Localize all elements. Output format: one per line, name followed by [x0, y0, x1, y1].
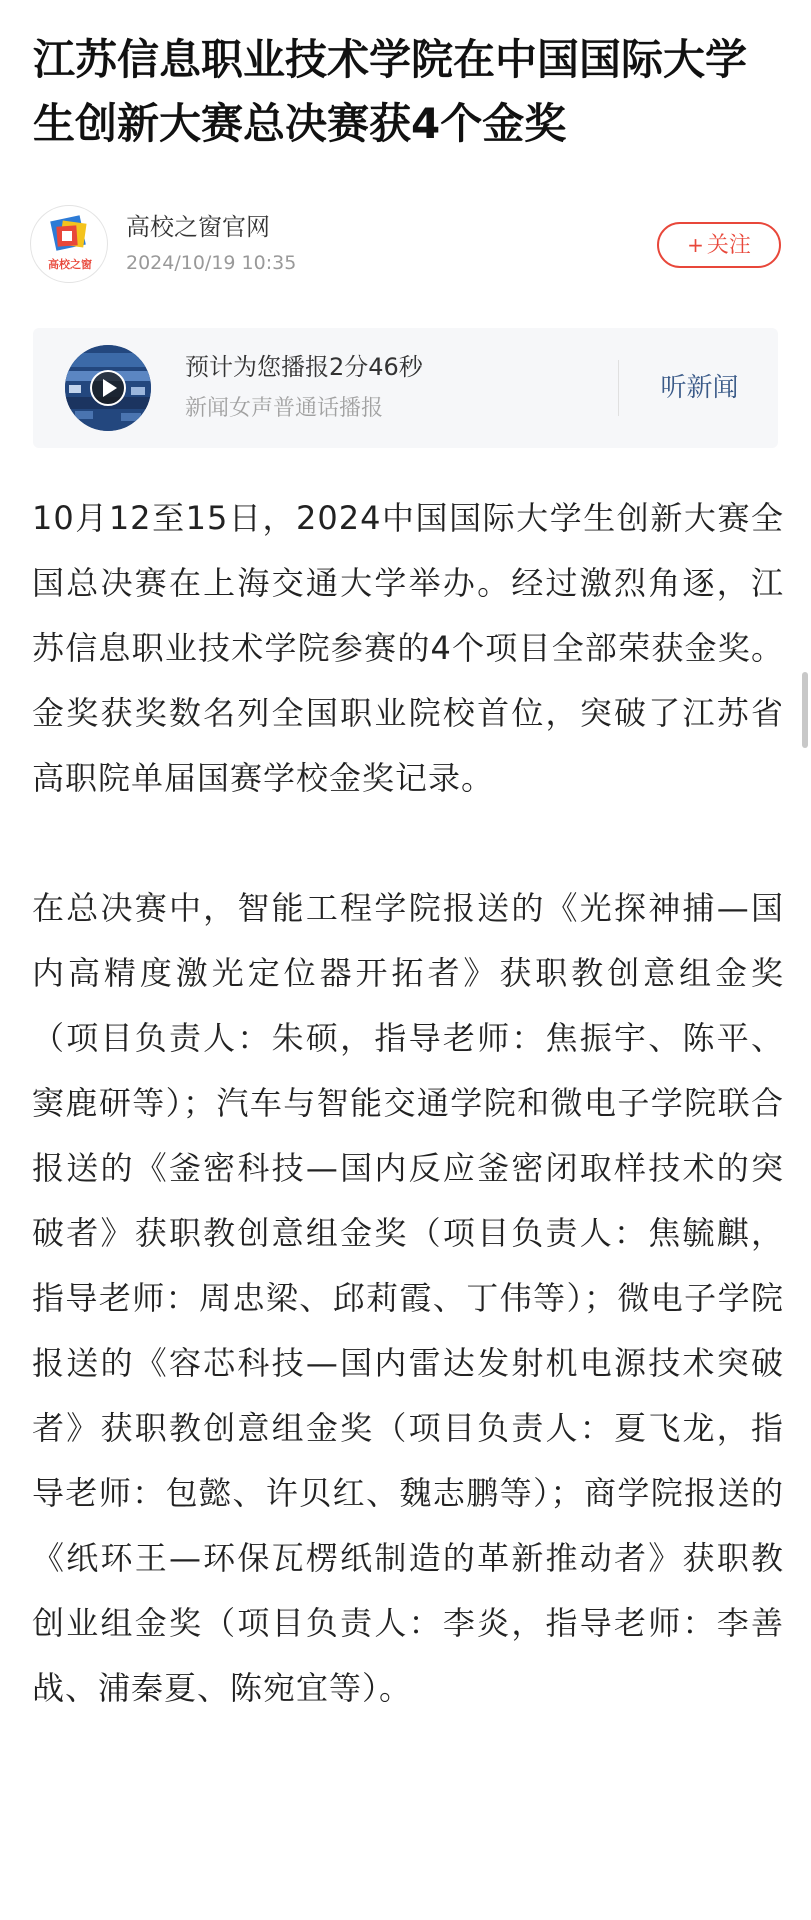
article-paragraph: 在总决赛中，智能工程学院报送的《光探神捕—国内高精度激光定位器开拓者》获职教创意组金奖（项目负责人：朱硕，指导老师：焦振宇、陈平、窦鹿研等）；汽车与智能交通学院和微电子学院联合报送的《釜密科技—国内反应釜密闭取样技术的突破者》获职教创意组金奖（项目负责人：焦毓麒，指导老师：周忠梁、邱莉霞、丁伟等）；微电子学院报送的《容芯科技—国内雷达发射机电源技术突破者》获职教创意组金奖（项目负责人：夏飞龙，指导老师：包懿、许贝红、魏志鹏等）；商学院报送的《纸环王—环保瓦楞纸制造的革新推动者》获职教创业组金奖（项目负责人：李炎，指导老师：李善战、浦秦夏、陈宛宜等）。 [32, 889, 784, 1707]
author-avatar[interactable] [30, 205, 108, 283]
play-icon [91, 371, 125, 405]
audio-news-card[interactable] [33, 328, 778, 448]
author-bar [30, 205, 781, 285]
listen-news-button[interactable]: 听新闻 [660, 373, 739, 403]
school-window-logo-icon [31, 206, 108, 283]
thumbnail-image [65, 345, 151, 431]
avatar-logo-text: 高校之窗 [48, 258, 92, 271]
publish-time: 2024/10/19 10:35 [126, 252, 297, 274]
audio-divider [618, 360, 619, 416]
follow-label: 关注 [706, 233, 751, 258]
article-title: 江苏信息职业技术学院在中国国际大学生创新大赛总决赛获4个金奖 [33, 35, 748, 148]
article-paragraph: 10月12至15日，2024中国国际大学生创新大赛全国总决赛在上海交通大学举办。经过激烈角逐，江苏信息职业技术学院参赛的4个项目全部荣获金奖。金奖获奖数名列全国职业院校首位，突破了江苏省高职院单届国赛学校金奖记录。 [32, 499, 784, 797]
audio-duration-title: 预计为您播报2分46秒 [185, 353, 423, 381]
article-body [32, 486, 784, 1721]
follow-button[interactable] [657, 222, 781, 268]
scrollbar-thumb[interactable] [802, 672, 808, 748]
audio-thumbnail[interactable] [65, 345, 151, 431]
plus-icon: + [687, 233, 704, 257]
audio-voice-subtitle: 新闻女声普通话播报 [185, 396, 384, 421]
author-name[interactable]: 高校之窗官网 [126, 213, 270, 241]
